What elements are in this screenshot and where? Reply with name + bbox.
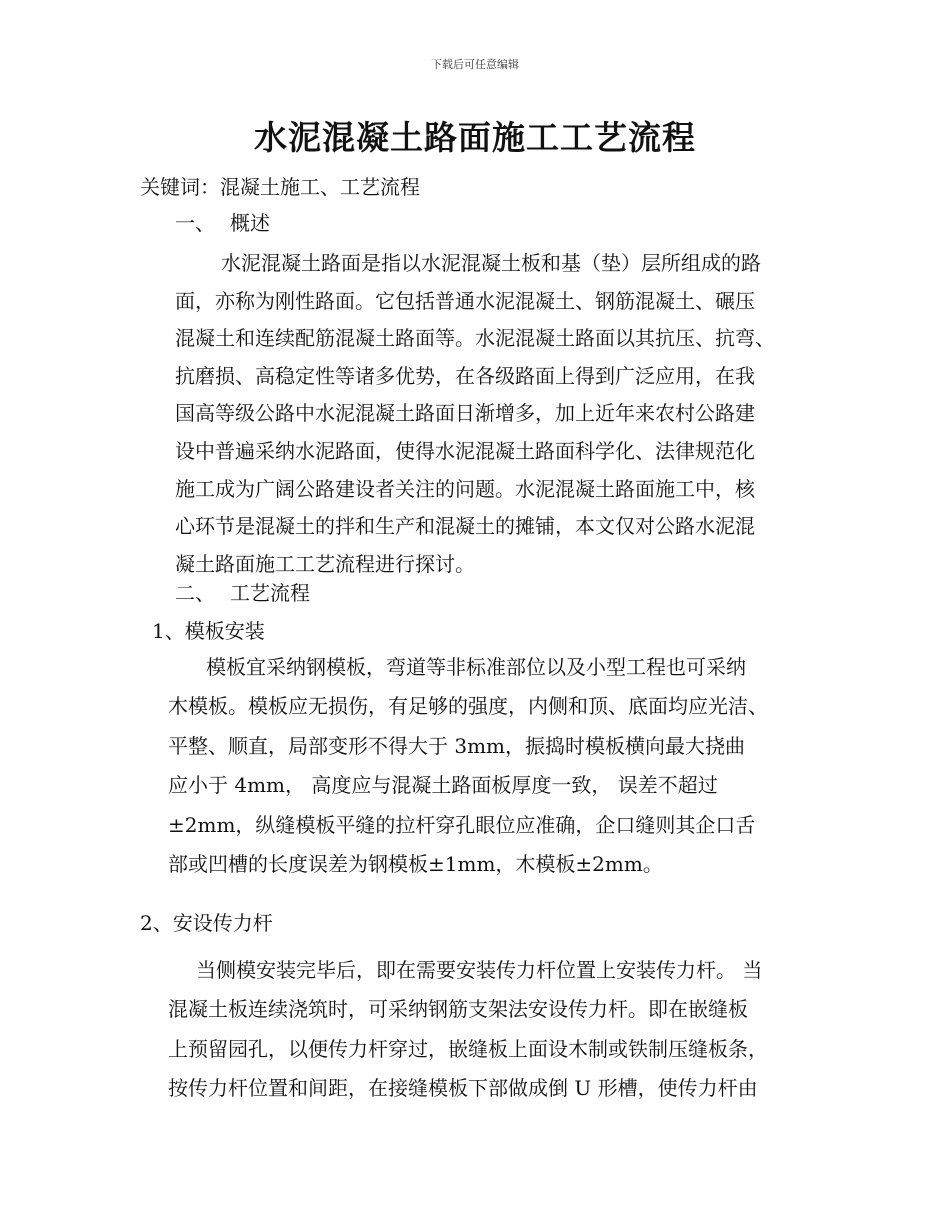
paragraph-line: 国高等级公路中水泥混凝土路面日渐增多，加上近年来农村公路建 bbox=[175, 401, 755, 426]
paragraph-line: 模板宜采纳钢模板，弯道等非标准部位以及小型工程也可采纳 bbox=[206, 655, 746, 679]
sub1-paragraph bbox=[168, 648, 768, 884]
paragraph-line: ±2mm，纵缝模板平缝的拉杆穿孔眼位应准确，企口缝则其企口舌 bbox=[168, 812, 756, 837]
section1-heading: 概述 bbox=[230, 211, 270, 235]
paragraph-line: 上预留园孔，以便传力杆穿过，嵌缝板上面设木制或铁制压缝板条， bbox=[168, 1036, 768, 1061]
paragraph-line: 部或凹槽的长度误差为钢模板±1mm，木模板±2mm。 bbox=[168, 852, 663, 877]
keywords-line: 关键词：混凝土施工、工艺流程 bbox=[140, 175, 420, 199]
paragraph-line: 平整、顺直，局部变形不得大于 3mm，振捣时模板横向最大挠曲 bbox=[168, 733, 746, 758]
section1-paragraph bbox=[175, 245, 775, 583]
sub1-heading: 1、模板安装 bbox=[152, 619, 265, 643]
paragraph-line: 抗磨损、高稳定性等诸多优势，在各级路面上得到广泛应用，在我 bbox=[175, 363, 755, 388]
section2-number: 二、 bbox=[175, 581, 215, 605]
paragraph-line: 应小于 4mm， 高度应与混凝土路面板厚度一致， 误差不超过 bbox=[168, 773, 718, 798]
document-title: 水泥混凝土路面施工工艺流程 bbox=[254, 118, 696, 157]
sub2-heading: 2、安设传力杆 bbox=[140, 911, 273, 935]
paragraph-line: 水泥混凝土路面是指以水泥混凝土板和基（垫）层所组成的路 bbox=[221, 251, 761, 275]
section1-number: 一、 bbox=[175, 211, 215, 235]
paragraph-line: 心环节是混凝土的拌和生产和混凝土的摊铺，本文仅对公路水泥混 bbox=[175, 514, 755, 539]
paragraph-line: 施工成为广阔公路建设者关注的问题。水泥混凝土路面施工中，核 bbox=[175, 476, 755, 501]
paragraph-line: 混凝土和连续配筋混凝土路面等。水泥混凝土路面以其抗压、抗弯、 bbox=[175, 326, 775, 351]
paragraph-line: 混凝土板连续浇筑时，可采纳钢筋支架法安设传力杆。即在嵌缝板 bbox=[168, 997, 748, 1022]
paragraph-line: 凝土路面施工工艺流程进行探讨。 bbox=[175, 551, 475, 576]
header-note: 下载后可任意编辑 bbox=[431, 58, 519, 71]
sub2-paragraph bbox=[168, 951, 768, 1109]
paragraph-line: 当侧模安装完毕后，即在需要安装传力杆位置上安装传力杆。 当 bbox=[196, 958, 763, 982]
paragraph-line: 设中普遍采纳水泥路面，使得水泥混凝土路面科学化、法律规范化 bbox=[175, 438, 755, 463]
paragraph-line: 木模板。模板应无损伤，有足够的强度，内侧和顶、底面均应光洁、 bbox=[168, 694, 768, 719]
section2-heading: 工艺流程 bbox=[230, 581, 310, 605]
paragraph-line: 按传力杆位置和间距，在接缝模板下部做成倒 U 形槽，使传力杆由 bbox=[168, 1076, 758, 1101]
paragraph-line: 面，亦称为刚性路面。它包括普通水泥混凝土、钢筋混凝土、碾压 bbox=[175, 288, 755, 313]
